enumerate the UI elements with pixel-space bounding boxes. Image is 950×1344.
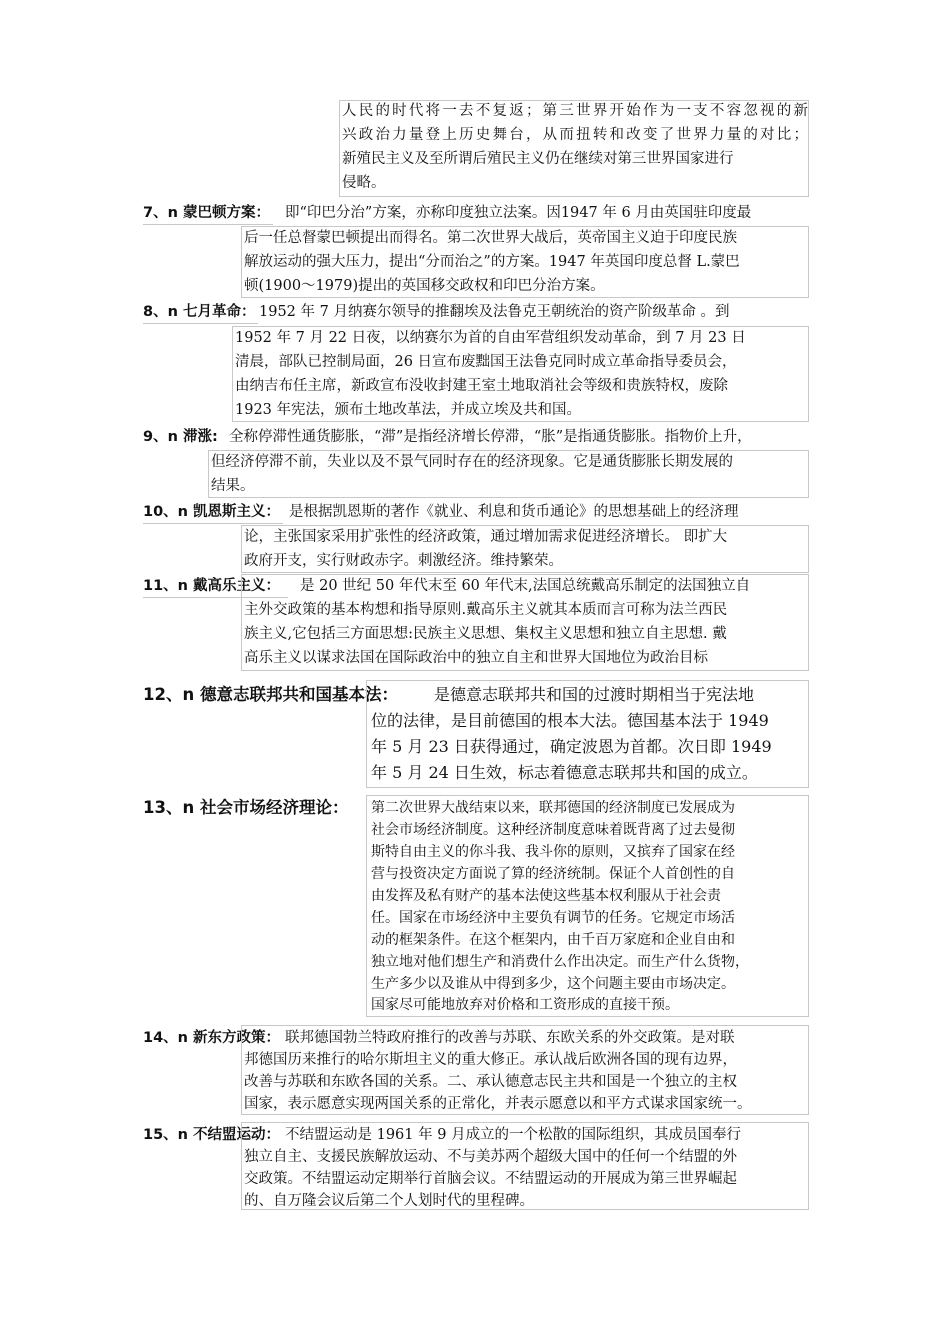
entry-12-term: 12、n 德意志联邦共和国基本法： [143,685,398,704]
entry-13-line-7: 动的框架条件。在这个框架内，由千百万家庭和企业自由和 [371,932,735,948]
entry-10-line-3: 政府开支，实行财政赤字。刺激经济。维持繁荣。 [244,553,563,569]
entry-7-line-1: 即“印巴分治”方案，亦称印度独立法案。因1947 年 6 月由英国驻印度最 [285,205,752,221]
entry-8-line-5: 1923 年宪法，颁布土地改革法，并成立埃及共和国。 [235,402,582,418]
entry-8-line-1: 1952 年 7 月纳赛尔领导的推翻埃及法鲁克王朝统治的资产阶级革命 。到 [259,304,730,320]
entry-8-line-4: 由纳吉布任主席，新政宣布没收封建王室土地取消社会等级和贵族特权，废除 [235,378,728,394]
entry-11-line-3: 族主义,它包括三方面思想:民族主义思想、集权主义思想和独立自主思想. 戴 [244,626,727,642]
entry-15-line-1: 不结盟运动是 1961 年 9 月成立的一个松散的国际组织，其成员国奉行 [285,1127,742,1143]
entry-9-line-1: 全称停滞性通货膨胀，“滞”是指经济增长停滞，“胀”是指通货膨胀。指物价上升， [229,429,752,445]
entry-12-line-3: 年 5 月 23 日获得通过，确定波恩为首都。次日即 1949 [371,737,772,756]
entry-15-line-3: 交政策。不结盟运动定期举行首脑会议。不结盟运动的开展成为第三世界崛起 [244,1171,737,1187]
entry-12-line-1: 是德意志联邦共和国的过渡时期相当于宪法地 [434,685,755,704]
entry-15-line-4: 的、自万隆会议后第二个人划时代的里程碑。 [244,1193,534,1209]
term-underline [143,224,273,225]
term-underline [143,523,283,524]
entry-8-term: 8、n 七月革命： [143,304,256,320]
entry-15-line-2: 独立自主、支援民族解放运动、不与美苏两个超级大国中的任何一个结盟的外 [244,1149,737,1165]
entry-10-line-2: 论，主张国家采用扩张性的经济政策，通过增加需求促进经济增长。 即扩大 [244,529,728,545]
entry-6-line-4: 侵略。 [342,175,386,191]
entry-13-term: 13、n 社会市场经济理论： [143,798,349,817]
entry-12-line-4: 年 5 月 24 日生效，标志着德意志联邦共和国的成立。 [371,763,758,782]
entry-9-term: 9、n 滞涨: [143,429,218,445]
entry-13-line-3: 斯特自由主义的你斗我、我斗你的原则，又摈弃了国家在经 [371,844,735,860]
entry-12-line-2: 位的法律，是目前德国的根本大法。德国基本法于 1949 [371,711,769,730]
entry-14-line-1: 联邦德国勃兰特政府推行的改善与苏联、东欧关系的外交政策。是对联 [285,1030,735,1046]
entry-14-line-3: 改善与苏联和东欧各国的关系。二、承认德意志民主共和国是一个独立的主权 [244,1074,737,1090]
entry-13-line-9: 生产多少以及谁从中得到多少，这个问题主要由市场决定。 [371,976,735,992]
entry-8-line-3: 清晨，部队已控制局面，26 日宣布废黜国王法鲁克同时成立革命指导委员会， [235,354,737,370]
entry-15-term: 15、n 不结盟运动： [143,1127,281,1143]
entry-6-line-2: 兴政治力量登上历史舞台，从而扭转和改变了世界力量的对比； [342,127,808,143]
entry-13-line-2: 社会市场经济制度。这种经济制度意味着既背离了过去曼彻 [371,822,735,838]
entry-7-term: 7、n 蒙巴顿方案： [143,205,270,221]
entry-7-line-4: 顿(1900～1979)提出的英国移交政权和印巴分治方案。 [244,278,605,294]
entry-7-line-3: 解放运动的强大压力，提出“分而治之”的方案。1947 年英国印度总督 L.蒙巴 [244,254,740,270]
entry-13-line-10: 国家尽可能地放弃对价格和工资形成的直接干预。 [371,997,679,1013]
entry-13-line-1: 第二次世界大战结束以来，联邦德国的经济制度已发展成为 [371,800,735,816]
entry-11-line-4: 高乐主义以谋求法国在国际政治中的独立自主和世界大国地位为政治目标 [244,650,708,666]
term-underline [143,323,258,324]
entry-10-line-1: 是根据凯恩斯的著作《就业、利息和货币通论》的思想基础上的经济理 [289,504,739,520]
entry-8-line-2: 1952 年 7 月 22 日夜，以纳赛尔为首的自由军营组织发动革命，到 7 月 23 日 [235,330,746,346]
entry-13-line-4: 营与投资决定方面说了算的经济统制。保证个人首创性的自 [371,866,735,882]
entry-10-term: 10、n 凯恩斯主义： [143,504,281,520]
entry-11-line-1: 是 20 世纪 50 年代末至 60 年代末,法国总统戴高乐制定的法国独立自 [300,578,751,594]
entry-9-line-3: 结果。 [211,478,255,494]
entry-9-line-2: 但经济停滞不前，失业以及不景气同时存在的经济现象。它是通货膨胀长期发展的 [211,454,733,470]
entry-11-term: 11、n 戴高乐主义： [143,578,281,594]
entry-13-line-5: 由发挥及私有财产的基本法使这些基本权利服从于社会责 [371,888,721,904]
entry-14-line-4: 国家，表示愿意实现两国关系的正常化，并表示愿意以和平方式谋求国家统一。 [244,1096,752,1112]
entry-11-line-2: 主外交政策的基本构想和指导原则.戴高乐主义就其本质而言可称为法兰西民 [244,602,728,618]
entry-14-line-2: 邦德国历来推行的哈尔斯坦主义的重大修正。承认战后欧洲各国的现有边界， [244,1052,737,1068]
entry-7-line-2: 后一任总督蒙巴顿提出而得名。第二次世界大战后，英帝国主义迫于印度民族 [244,230,737,246]
entry-6-line-1: 人民的时代将一去不复返；第三世界开始作为一支不容忽视的新 [342,103,808,119]
entry-14-term: 14、n 新东方政策： [143,1030,281,1046]
entry-13-line-6: 任。国家在市场经济中主要负有调节的任务。它规定市场活 [371,910,735,926]
entry-6-line-3: 新殖民主义及至所谓后殖民主义仍在继续对第三世界国家进行 [342,151,734,167]
entry-13-line-8: 独立地对他们想生产和消费什么作出决定。而生产什么货物， [371,954,749,970]
